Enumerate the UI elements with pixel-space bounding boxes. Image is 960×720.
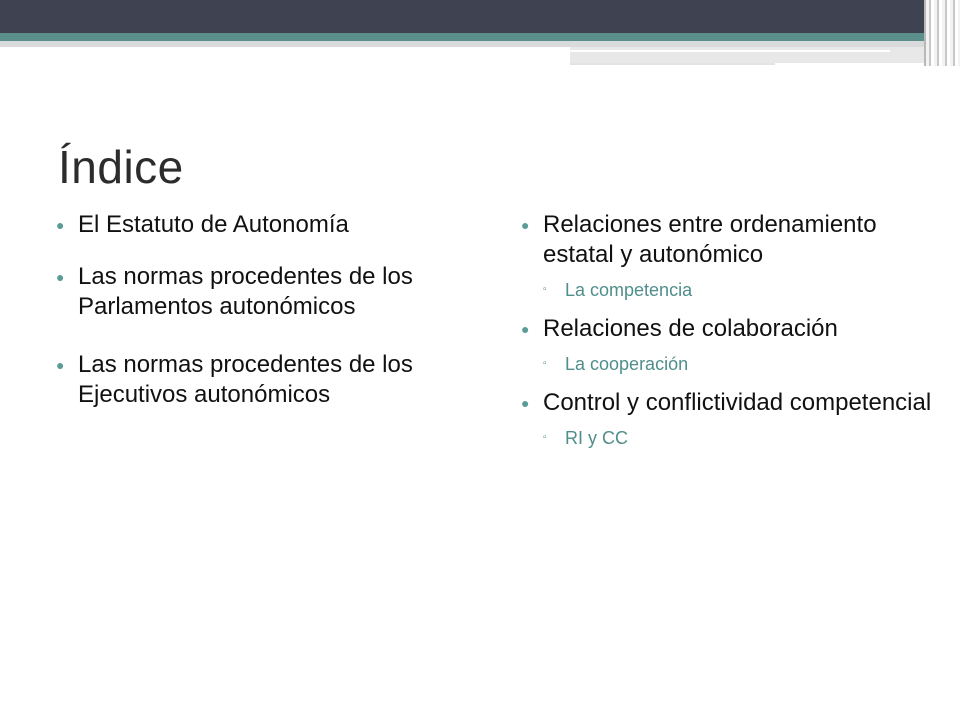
list-item-text: Las normas procedentes de los Ejecutivos autonómicos (78, 351, 413, 408)
list-item (56, 262, 476, 322)
sub-list-item (521, 352, 941, 376)
left-bullet-list (56, 210, 476, 438)
list-item-text: Relaciones entre ordenamiento estatal y autonómico (543, 211, 877, 268)
list-item (56, 350, 476, 410)
sub-list-item-text: La competencia (565, 280, 693, 300)
round-bullet-icon: ● (521, 395, 530, 411)
top-band-line (570, 50, 890, 52)
list-item (56, 210, 476, 240)
list-item-text: El Estatuto de Autonomía (78, 211, 349, 238)
round-bullet-icon: ● (56, 357, 65, 373)
right-bullet-list (521, 210, 941, 462)
top-band-stripes (926, 0, 960, 66)
list-item-text: Control y conflictividad competencial (543, 389, 932, 416)
top-band-teal (0, 33, 960, 41)
sub-list-item-text: La cooperación (565, 354, 689, 374)
round-bullet-icon: ● (56, 269, 65, 285)
slide-title: Índice (58, 141, 184, 193)
list-item (521, 314, 941, 344)
square-bullet-icon: ▫ (543, 432, 547, 443)
list-item-text: Relaciones de colaboración (543, 315, 838, 342)
top-band-dark (0, 0, 960, 33)
square-bullet-icon: ▫ (543, 284, 547, 295)
list-item-text: Las normas procedentes de los Parlamentos autonómicos (78, 263, 413, 320)
sub-list-item (521, 426, 941, 450)
square-bullet-icon: ▫ (543, 358, 547, 369)
sub-list-item-text: RI y CC (565, 428, 628, 448)
top-band-line (570, 63, 775, 65)
round-bullet-icon: ● (56, 217, 65, 233)
sub-list-item (521, 278, 941, 302)
round-bullet-icon: ● (521, 321, 530, 337)
list-item (521, 210, 941, 270)
list-item (521, 388, 941, 418)
round-bullet-icon: ● (521, 217, 530, 233)
